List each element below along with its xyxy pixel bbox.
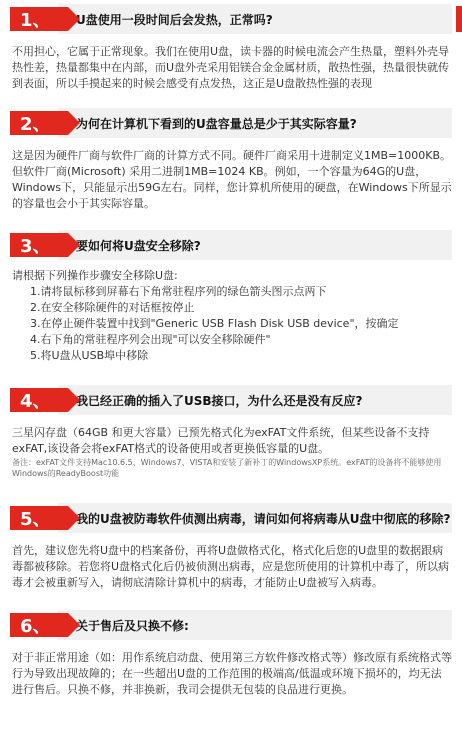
section-body: [12, 543, 452, 591]
faq-section-6: [0, 610, 462, 696]
section-title: 我已经正确的插入了USB接口，为什么还是没有反应?: [58, 385, 452, 415]
section-intro: 请根据下列操作步骤安全移除U盘:: [12, 269, 178, 282]
section-header: [0, 610, 462, 640]
section-number: 2、: [10, 111, 68, 135]
section-number: 3、: [10, 233, 68, 257]
section-number: 6、: [10, 613, 68, 637]
section-paragraph: 对于非正常用途（如：用作系统启动盘、使用第三方软件修改格式等）修改原有系统格式等行为导致出现故障的；在一些超出U盘的工作范围的极端高/低温或环境下损坏的，均无法进行售后。只换不修，并非换新，我司会提供无包装的良品进行更换。: [12, 651, 452, 696]
section-number: 1、: [10, 7, 68, 31]
section-header: [0, 385, 462, 415]
section-body: [12, 650, 452, 698]
section-title: 为何在计算机下看到的U盘容量总是少于其实际容量?: [58, 108, 452, 138]
section-paragraph: 首先，建议您先将U盘中的档案备份，再将U盘做格式化，格式化后您的U盘里的数据跟病毒都被移除。若您将U盘格式化后仍被侦测出病毒，应是您所使用的计算机中毒了，所以病毒才会被重新写入，请彻底清除计算机中的病毒，才能防止U盘被写入病毒。: [12, 544, 450, 589]
faq-section-3: [0, 230, 462, 362]
faq-section-4: [0, 385, 462, 478]
section-paragraph: 不用担心，它属于正常现象。我们在使用U盘，读卡器的时候电流会产生热量，塑料外壳导热性差，热量都集中在内部，而U盘外壳采用铝镁合金金属材质，散热性强，热量很快就传到表面，所以手摸起来的时候会感受有点发热，这正是U盘散热性强的表现: [12, 45, 450, 90]
section-number: 5、: [10, 506, 68, 530]
section-title: 我的U盘被防毒软件侦测出病毒，请问如何将病毒从U盘中彻底的移除?: [58, 503, 452, 533]
section-paragraph: 三星闪存盘（64GB 和更大容量）已预先格式化为exFAT文件系统，但某些设备不支持 exFAT,该设备会将exFAT格式的设备使用或者更换低容量的U盘。: [12, 426, 430, 455]
step-item: 1.请将鼠标移到屏幕右下角常驻程序列的绿色箭头图示点两下: [30, 285, 327, 298]
step-item: 2.在安全移除硬件的对话框按停止: [30, 301, 195, 314]
section-title: 要如何将U盘安全移除?: [58, 230, 452, 260]
faq-section-2: [0, 108, 462, 210]
faq-section-5: [0, 503, 462, 589]
steps-list: [12, 284, 452, 364]
title-accent: [456, 6, 462, 32]
step-item: 4.右下角的常驻程序列会出现"可以安全移除硬件": [30, 333, 271, 346]
section-body: [12, 44, 452, 92]
section-title: 关于售后及只换不修:: [58, 610, 452, 640]
section-paragraph: 这是因为硬件厂商与软件厂商的计算方式不同。硬件厂商采用十进制定义1MB=1000KB。但软件厂商(Microsoft) 采用二进制1MB=1024 KB。例如，一个容量为64G的U盘，Windows下，只能显示出59G左右。同样，您计算机所使用的硬盘，在Windows下所显示的容量也会小于其实际容量。: [12, 149, 452, 210]
step-item: 3.在停止硬件装置中找到"Generic USB Flash Disk USB device"，按确定: [30, 317, 399, 330]
section-title: U盘使用一段时间后会发热，正常吗?: [58, 4, 452, 34]
section-header: [0, 4, 462, 34]
section-body: [12, 148, 452, 212]
section-note: 备注：exFAT文件支持Mac10.6.5、Windows7、VISTA和安装了新补丁的WindowsXP系统。exFAT的设备将不能够使用Windows的ReadyBoost功能: [12, 458, 442, 478]
section-body: [12, 268, 452, 364]
section-header: [0, 230, 462, 260]
section-body: [12, 425, 452, 479]
section-header: [0, 108, 462, 138]
step-item: 5.将U盘从USB埠中移除: [30, 349, 149, 362]
faq-section-1: [0, 4, 462, 90]
section-header: [0, 503, 462, 533]
section-number: 4、: [10, 388, 68, 412]
